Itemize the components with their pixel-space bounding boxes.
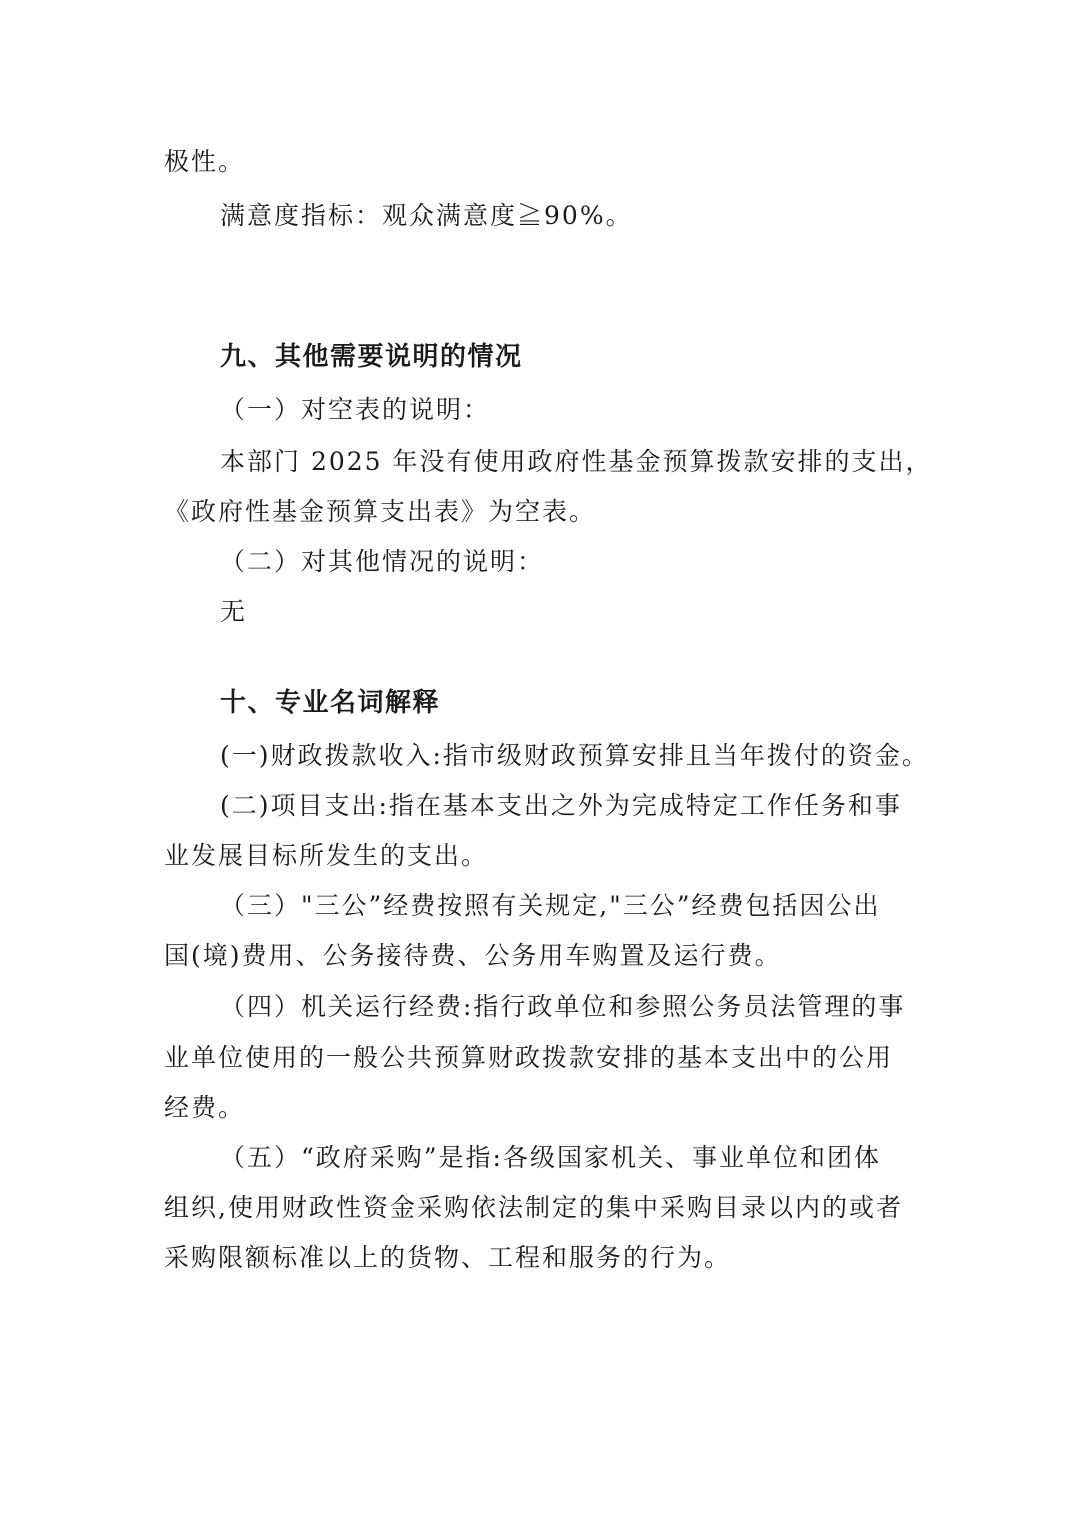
term-government-procurement-line2: 组织,使用财政性资金采购依法制定的集中采购目录以内的或者 <box>164 1193 903 1222</box>
term-operating-expense-line2: 业单位使用的一般公共预算财政拨款安排的基本支出中的公用 <box>164 1043 894 1072</box>
term-project-expense-line1: (二)项目支出:指在基本支出之外为完成特定工作任务和事 <box>220 791 902 820</box>
term-three-public-line1: （三）"三公”经费按照有关规定,"三公”经费包括因公出 <box>220 891 881 920</box>
section-nine-heading: 九、其他需要说明的情况 <box>220 342 523 372</box>
paragraph-continuation: 极性。 <box>164 147 246 176</box>
other-situation-text: 无 <box>220 597 248 626</box>
term-government-procurement-line3: 采购限额标准以上的货物、工程和服务的行为。 <box>164 1243 732 1272</box>
satisfaction-indicator: 满意度指标：观众满意度≧90%。 <box>220 201 633 230</box>
section-ten-heading: 十、专业名词解释 <box>220 688 441 718</box>
term-government-procurement-line1: （五）“政府采购”是指:各级国家机关、事业单位和团体 <box>220 1143 881 1172</box>
other-situation-subtitle: （二）对其他情况的说明： <box>220 547 545 576</box>
term-operating-expense-line1: （四）机关运行经费:指行政单位和参照公务员法管理的事 <box>220 992 906 1021</box>
term-operating-expense-line3: 经费。 <box>164 1093 246 1122</box>
empty-table-text-line1: 本部门 2025 年没有使用政府性基金预算拨款安排的支出， <box>220 447 933 476</box>
term-three-public-line2: 国(境)费用、公务接待费、公务用车购置及运行费。 <box>164 941 782 970</box>
term-project-expense-line2: 业发展目标所发生的支出。 <box>164 841 489 870</box>
term-fiscal-revenue: (一)财政拨款收入:指市级财政预算安排且当年拨付的资金。 <box>220 741 929 770</box>
empty-table-subtitle: （一）对空表的说明： <box>220 395 491 424</box>
empty-table-text-line2: 《政府性基金预算支出表》为空表。 <box>164 497 597 526</box>
